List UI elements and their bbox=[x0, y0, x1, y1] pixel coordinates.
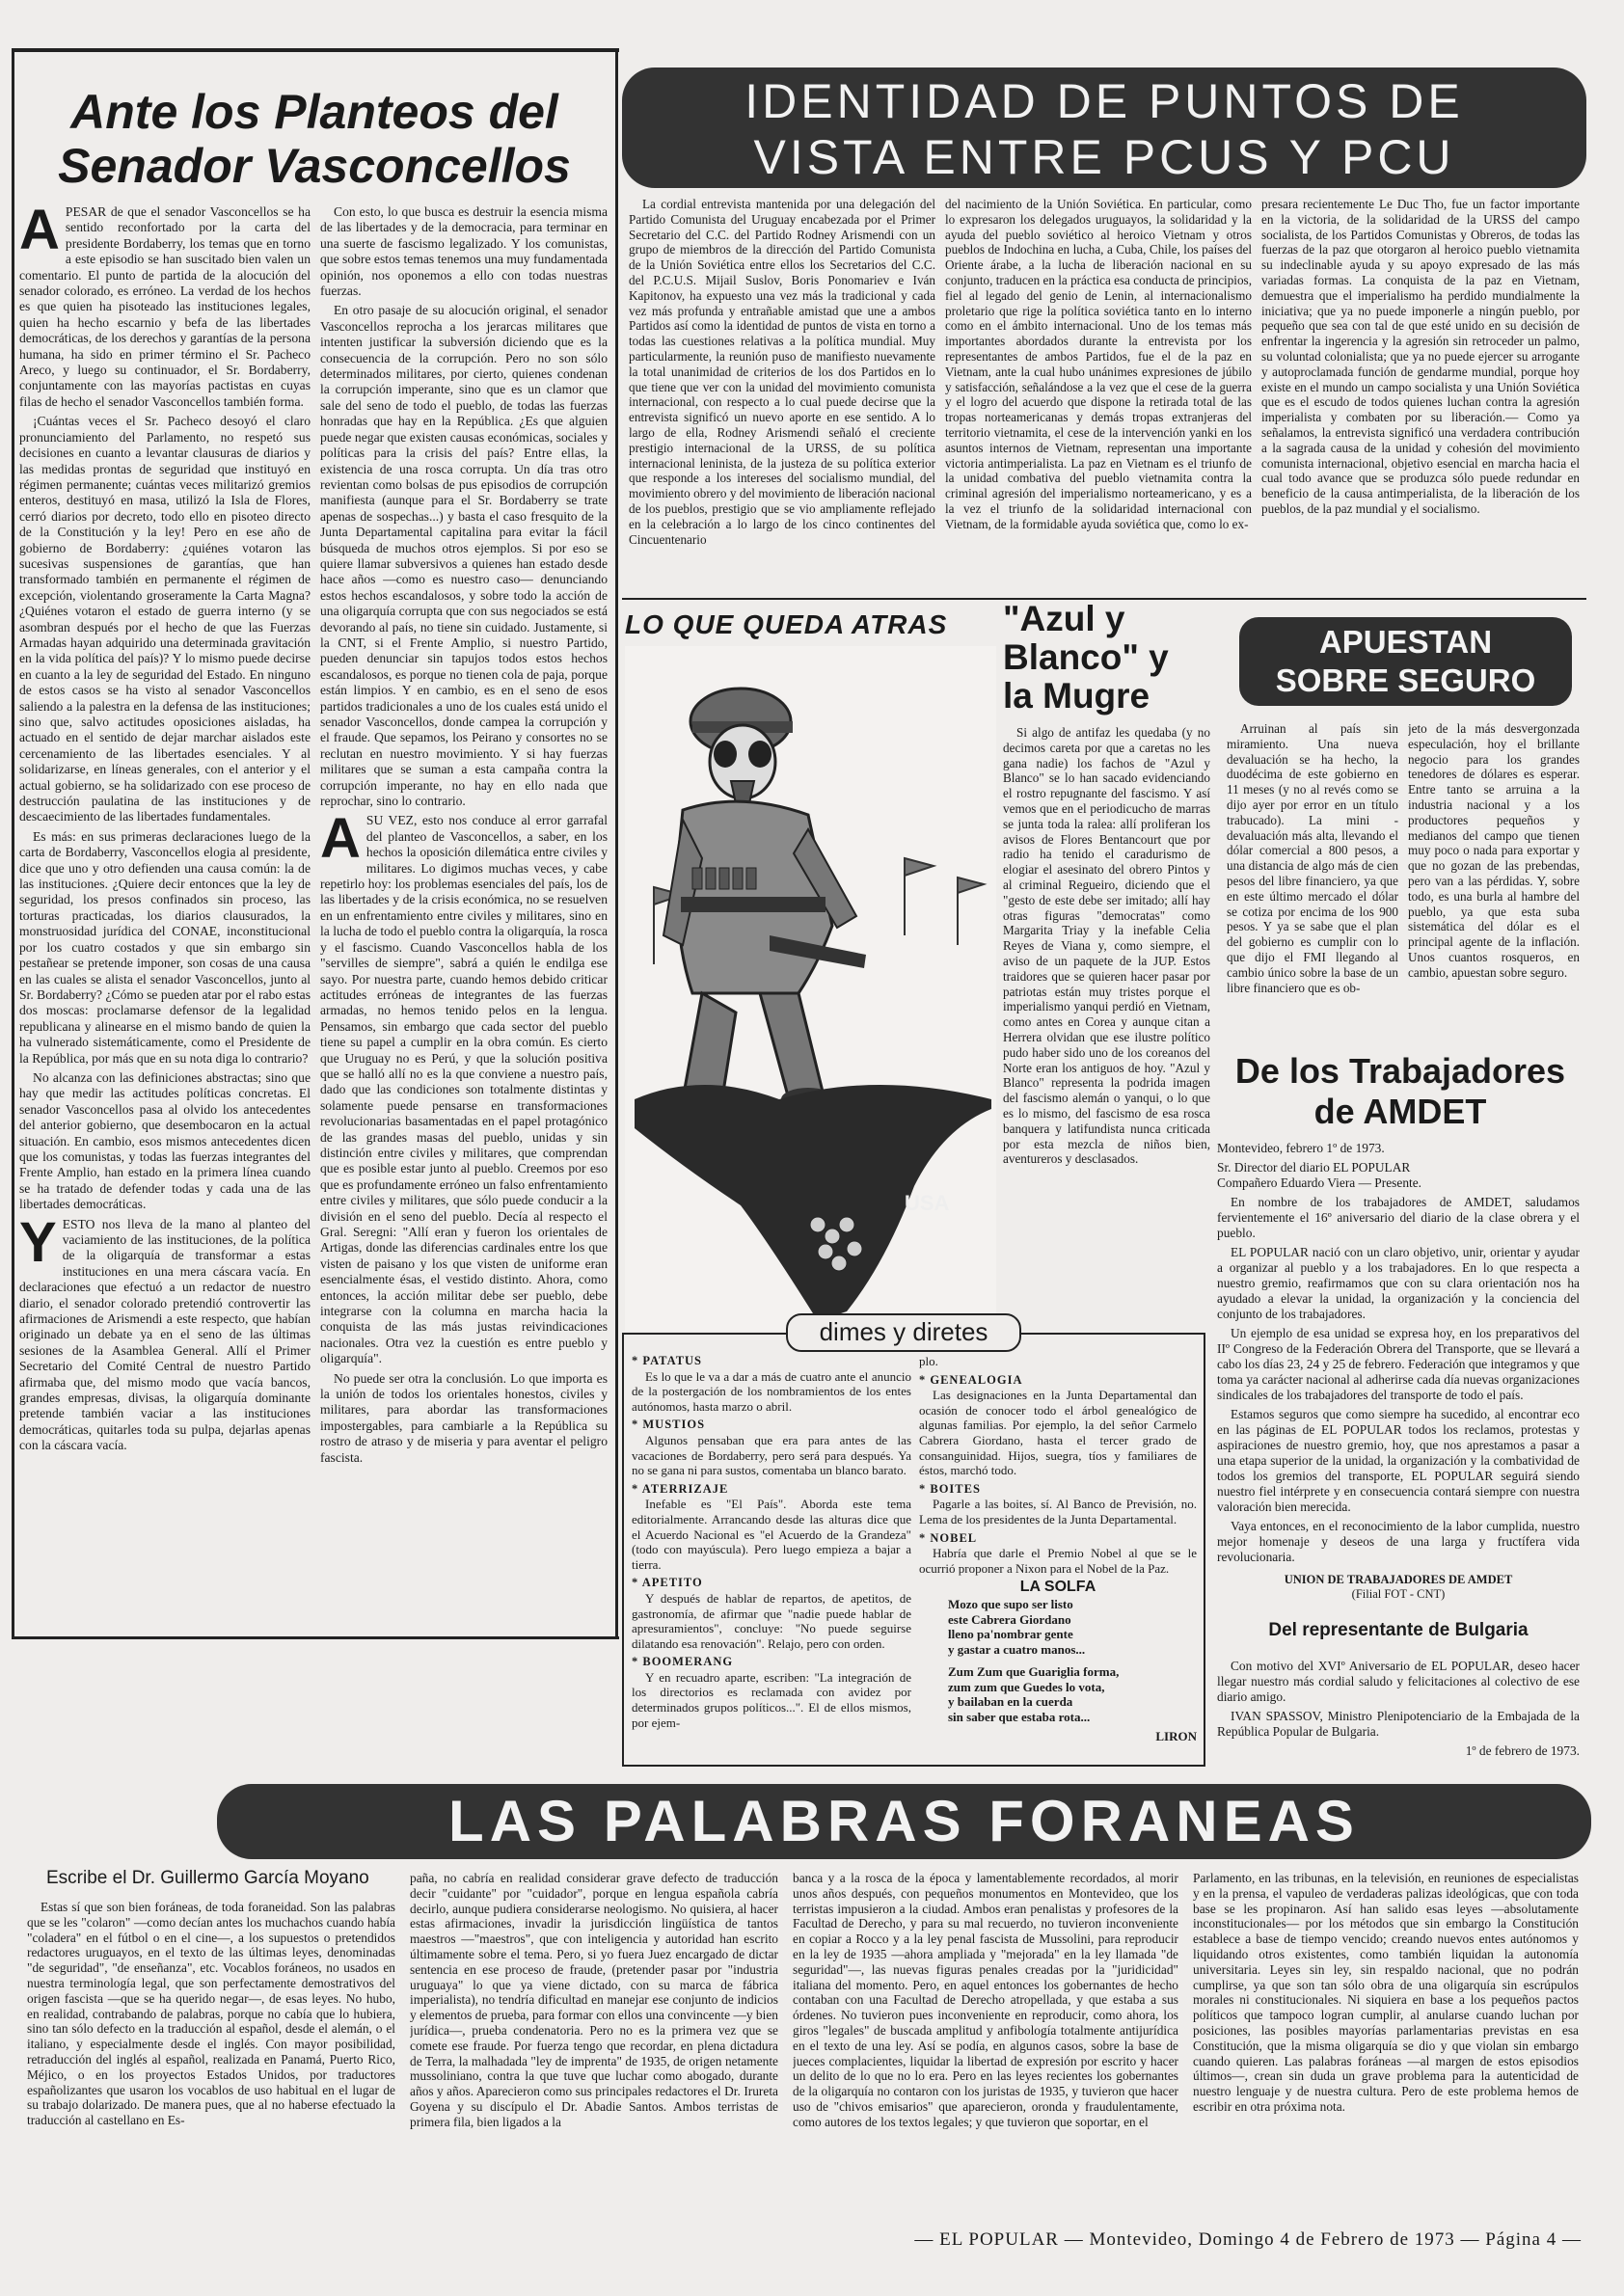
dimes-item: * NOBEL Habría que darle el Premio Nobel al que se le ocurrió proponer a Nixon para el Nobel de la Paz. bbox=[919, 1530, 1197, 1576]
pcus-paragraph: La cordial entrevista mantenida por una delegación del Partido Comunista del Uruguay encabezada por el Primer Secretario del C.C. del Partido Rodney Arismendi con un grupo de miembros de la dirección del Partido Comunista de la Unión Soviética entre ellos los Secretarios del C.C. del P.C.U.S. Mijail Suslov, Boris Ponomariev e Iván Kapitonov, ha expuesto una vez más la tradicional y cada vez más profunda y entrañable amistad que une a ambos Partidos así como la identidad de puntos de vista en torno a todas las cuestiones relativas a la política mundial. Muy particularmente, la reunión puso de manifiesto nuevamente la total unanimidad de criterios de los dos Partidos en lo que tiene que ver con la unidad del movimiento comunista internacional, con respecto a lo cual puede decirse que la entrevista significó un nuevo aporte en ese sentido. A lo largo de ella, Rodney Arismendi señaló el creciente prestigio internacional de la URSS, de su política internacional leninista, de la justeza de su política exterior que responde a los intereses del socialismo mundial, del movimiento obrero y del movimiento de liberación nacional de los pueblos, prestigio que se vio ampliamente reflejado en la celebración a lo largo de los cinco continentes del Cincuentenario bbox=[629, 197, 935, 547]
palabras-paragraph: banca y a la rosca de la época y lamentablemente recordados, al morir unos años después, con pequeños monumentos en Montevideo, que los terristas impusieron a la ciudad. Ambos eran penalistas y profesores de la Facultad de Derecho, y para su mal recuerdo, no tuvieron inconveniente en copiar a Rocco y a la ley penal fascista de Mussolini, para reproducir en la ley de 1935 —ahora ampliada y "mejorada" en la ley llamada "de seguridad"—, las nuevas figuras penales creadas por la "juridicidad" italiana del momento. Pero, en aquel entonces los gobernantes de hecho contaban con una Facultad de Derecho atropellada, y que estaba a sus órdenes. No tuvieron pues inconveniente en reproducir, como ahora, los giros "legales" de buscada amplitud y anfibología totalmente antijurídica en el texto de una ley. Así se podía, en algunos casos, sobre la base de jueces complacientes, liquidar la libertad de expresión por escrito y hacer un delito de lo que no lo era. Pero en las leyes recientes los gobernantes de la oligarquía no contaron con los juristas de 1935, y tuvieron que hacer uso de "chivos emisarios" que aparecieron, oronda y fraudulentamente, como autores de los textos legales; y que tuvieron que soportar, en el bbox=[793, 1871, 1178, 2129]
azul-title-line1: "Azul y bbox=[1003, 599, 1125, 638]
amdet-signature-sub: (Filial FOT - CNT) bbox=[1351, 1587, 1446, 1601]
apuestan-paragraph: jeto de la más desvergonzada especulación, hoy el brillante negocio para los grandes tenedores de dólares es esperar. Entre tanto se arruina a la industria nacional y a los productores pequeños y medianos del campo que tienen muy poco o nada para exportar y que no gozan de las prebendas, pero van a las pérdidas. Y, sobre todo, es una burla al hambre del pueblo, ya que esta suba sistemática del dólar es el principal agente de la inflación. Unos cuantos rosqueros, en cambio, apuestan sobre seguro. bbox=[1408, 721, 1580, 980]
amdet-letter bbox=[1217, 1141, 1580, 1570]
pcus-headline-line1: IDENTIDAD DE PUNTOS DE bbox=[744, 74, 1464, 128]
left-bottom-rule bbox=[12, 1636, 619, 1639]
dimes-item: * MUSTIOS Algunos pensaban que era para antes de las vacaciones de Bordaberry, pero será para después. Ya no se gana ni para sustos, comentaba un blanco barato. bbox=[632, 1418, 911, 1478]
apuestan-col2 bbox=[1408, 721, 1580, 1049]
azul-title-line2: Blanco" y bbox=[1003, 637, 1169, 677]
left-paragraph: ¡Cuántas veces el Sr. Pacheco desoyó el claro pronunciamiento del Parlamento, no respetó sus decisiones en cuanto a levantar clausuras de diarios y las medidas prontas de seguridad que instituyó en régimen permanente; cuántas veces militarizó gremios enteros, destituyó en masa, utilizó la Isla de Flores, cerró diarios por decreto, todo ello en pisoteo directo de la Constitución y la ley! Pero en ese año de gobierno de Bordaberry: ¿quiénes votaron las sucesivas suspensiones de garantías, que han transformado también en permanente el régimen de excepción, violentando groseramente la Carta Magna? ¿Quiénes votaron el estado de guerra interno (y se asombran después por el hecho de que las Fuerzas Armadas hayan adquirido una determinada gravitación en la vida política del país)? Y lo mismo puede decirse en cuanto a la ley de seguridad del Estado. En ninguno de estos casos se ha visto al senador Vasconcellos saliendo a la palestra en la defensa de las instituciones; sino que, salvo actitudes oposiciones aisladas, ha actuado en el sentido de dejar marchar aislados este cercenamiento de las libertades esenciales. Y al solidarizarse, en líneas generales, con el anterior y el actual gobierno, se ha solidarizado con ese proceso de destrucción paulatina de las instituciones y de descaecimiento de las libertades fundamentales. bbox=[19, 414, 311, 824]
azul-title-line3: la Mugre bbox=[1003, 676, 1150, 716]
amdet-title bbox=[1217, 1051, 1583, 1132]
cartoon-image bbox=[625, 646, 996, 1331]
amdet-paragraph: EL POPULAR nació con un claro objetivo, unir, orientar y ayudar a organizar al pueblo y a los trabajadores. En lo que respecta a nuestro gremio, reafirmamos que con su clara orientación nos ha ayudado a elevar la unidad, la organización y la conciencia del conjunto de los trabajadores. bbox=[1217, 1245, 1580, 1321]
left-paragraph: No puede ser otra la conclusión. Lo que importa es la unión de todos los orientales honestos, civiles y militares, para abordar las transformaciones impostergables, para cambiarle a la República su rostro de atraso y de miseria y para aventar el peligro fascista. bbox=[320, 1370, 608, 1465]
dimes-item: * APETITO Y después de hablar de repartos, de apetitos, de gastronomía, de afirmar que "nadie puede hablar de apresuramientos", concluye: "No puede seguirse dilatando esa renovación". Relajo, pero con orden. bbox=[632, 1576, 911, 1651]
left-article-col2 bbox=[320, 204, 608, 1632]
palabras-col3 bbox=[793, 1871, 1178, 2218]
azul-paragraph: Si algo de antifaz les quedaba (y no decimos careta por que a caretas no les gana nadie) los fachos de "Azul y Blanco" se lo han sacado evidenciando el rostro repugnante del fascismo. Y así vemos que en el periodicucho de marras se junta toda la ralea: allí proliferan los avisos de Flores Bentancourt que por radio ha tenido el caradurismo de elogiar el asesinato del obrero Pintos y al criminal Regueiro, diciendo que el "gesto de este debe ser imitado; allí hay otras figuras "democratas" como Margarita Triay y la inefable Celia Reyes de Viana y, como siempre, el aviso de un paquete de la JUP. Estos traidores que se quieren hacer pasar por patriotas están muy tristes porque el imperialismo yanqui perdió en Vietnam, como antes en Corea y aunque citan a Herrera olvidan que ese ilustre político pudo haber sido uno de los coreanos del Norte eran los antiguos de hoy. "Azul y Blanco" representa la podrida imagen del fascismo alemán o yanqui, o lo que es lo mismo, del fascismo de esa rosca banquera y latifundista nunca criticada por esta mezcla de niños bien, aventureros y desclasados. bbox=[1003, 725, 1210, 1167]
amdet-paragraph: Un ejemplo de esa unidad se expresa hoy, en los preparativos del IIº Congreso de la Federación Obrera del Transporte, que se llevará a cabo los días 23, 24 y 25 de febrero. Federación que integramos y que toma ya carácter nacional al adherirse cada día nuevas organizaciones sindicales de los trabajadores del transporte de todo el país. bbox=[1217, 1326, 1580, 1402]
dimes-item: * GENEALOGIA Las designaciones en la Junta Departamental dan ocasión de conocer todo el árbol genealógico de algunas familias. Por ejemplo, la del señor Carmelo Cabrera Giordano, hasta el tercer grado de consanguinidad. Hijos, suegra, tíos y familiares de éstos, marchó todo. bbox=[919, 1372, 1197, 1478]
apuestan-paragraph: Arruinan al país sin miramiento. Una nueva devaluación se ha hecho, la duodécima de este gobierno en 11 meses (y no al revés como se dijo ayer por error en un título trabucado). La mini - devaluación más alta, llevando el dólar comercial a 800 pesos, a una distancia de algo más de cien pesos del libre financiero, ya que en este último mercado el dólar se cotiza por encima de los 900 pesos. Y ya se sabe que el plan del gobierno es cumplir con lo que dijo el FMI llegando al cambio único sobre la base de un libre financiero que es ob- bbox=[1227, 721, 1398, 995]
left-paragraph: No alcanza con las definiciones abstractas; sino que hay que medir las actitudes políticas concretas. El senador Vasconcellos pasa al olvido los antecedentes del anterior gobierno, que desembocaron en la actual situación. En cambio, esos mismos antecedentes dicen que los comunistas, y todas las fuerzas integrantes del Frente Amplio, han estado en la primera línea cuando se ha tratado de defender todas y cada una de las libertades democráticas. bbox=[19, 1069, 311, 1212]
amdet-signature bbox=[1217, 1573, 1580, 1602]
dimes-col2 bbox=[919, 1354, 1197, 1759]
cartoon-caption: LO QUE QUEDA ATRAS bbox=[625, 609, 948, 639]
dimes-item: plo. bbox=[919, 1354, 938, 1368]
solfa-title: LA SOLFA bbox=[1019, 1579, 1096, 1596]
bulgaria-paragraph: Con motivo del XVIº Aniversario de EL POPULAR, deseo hacer llegar nuestro más cordial saludo y felicitaciones al colectivo de ese diario amigo. bbox=[1217, 1659, 1580, 1704]
palabras-paragraph: Estas sí que son bien foráneas, de toda foraneidad. Son las palabras que se les "colaron" —como decían antes los muchachos cuando había "coladera" en el fútbol o en el cine—, a los supuestos o pretendidos redactores uruguayos, en el texto de las últimas leyes, denominadas "de seguridad", "de enseñanza", etc. Vocablos foráneos, no usados en nuestra terminología legal, que son perfectamente demostrativos del origen fascista —que se ha querido negar—, de esas leyes. No hubo, en realidad, contrabando de palabras, porque no cabía que lo hubiera, sino tan sólo defecto en la traducción al español, desde el alemán, o el italiano, y especialmente desde el inglés. Con mayor posibilidad, retraducción del inglés al español, realizada en Panamá, Puerto Rico, Méjico, o en los proyectos Estados Unidos, por traductores españolizantes que usaron los vocablos de uso habitual en el lugar de su trabajo dolarizado. De manera pues, que al no haberse efectuado la traducción al castellano en Es- bbox=[27, 1900, 395, 2128]
apuestan-title-line2: SOBRE SEGURO bbox=[1275, 662, 1536, 698]
left-paragraph: ASU VEZ, esto nos conduce al error garrafal del planteo de Vasconcellos, a saber, en los hechos la oposición dilemática entre civiles y militares. Lo digimos muchas veces, y cabe repetirlo hoy: los problemas esenciales del país, los de las libertades y de la crisis económica, no se resuelven en un enfrentamiento entre civiles y militares, sino en la lucha de todo el pueblo contra la oligarquía, la rosca y el fascismo. Cuando Vasconcellos habla de los "servilles de siempre", sabrá a quién le endilga ese sayo. Por nuestra parte, cuando hemos debido criticar actitudes erróneas de integrantes de las fuerzas armadas, no hemos tenido pelos en la lengua. Pensamos, sin embargo que cada sector del pueblo tiene su papel a cumplir en la obra común. Es cierto que Uruguay no es Perú, y que la solución positiva que se halló allí no es la que conviene a nuestro país, dado que las condiciones son totalmente distintas y solamente puede pensarse en transformaciones revolucionarias basamentadas en el papel protagónico de las grandes masas del pueblo, unidas y sin distinción entre civiles y militares, que comprendan que es posible estar junto al pueblo. Creemos por eso que es profundamente erróneo un falso enfrentamiento entre civiles y militares, que sólo puede conducir a la división en el seno del pueblo. Decía al respecto el Gral. Seregni: "Allí eran y fueron los orientales de Artigas, donde las diferencias cardinales entre los que visten de paisano y los que visten de uniforme eran esencialmente ésas, el vestido distinto. Ahora, como entonces, la acción militar debe ser pueblo, debe integrarse con la columna en marcha hacia la conquista de las más justas reivindicaciones nacionales. Otra vez la cuestión es entre pueblo y oligarquía". bbox=[320, 807, 608, 1366]
amdet-signature-name: UNION DE TRABAJADORES DE AMDET bbox=[1284, 1573, 1513, 1586]
pcus-col2 bbox=[945, 197, 1252, 594]
cartoon-letters: USA bbox=[905, 1191, 950, 1215]
dimes-item: * BOOMERANG Y en recuadro aparte, escriben: "La integración de los directorios es reclamada con avidez por determinados grupos políticos...". El de ellos mismos, por ejem- bbox=[632, 1655, 911, 1730]
apuestan-title-line1: APUESTAN bbox=[1318, 624, 1493, 660]
amdet-paragraph: En nombre de los trabajadores de AMDET, saludamos fervientemente el 16º aniversario del diario de la clase obrera y el pueblo. bbox=[1217, 1195, 1580, 1240]
dimes-item: * ATERRIZAJE Inefable es "El País". Aborda este tema editorialmente. Arrancando desde las alturas dice que el Acuerdo Nacional es "el Acuerdo de la Grandeza" (todo con mayúscula). Pero luego empieza a bajar a tierra. bbox=[632, 1481, 911, 1572]
left-article-col1 bbox=[19, 204, 311, 1632]
azul-title bbox=[1003, 600, 1210, 716]
left-title-line2: Senador Vasconcellos bbox=[58, 139, 571, 193]
pcus-col3 bbox=[1261, 197, 1580, 594]
amdet-dateline: Montevideo, febrero 1º de 1973. bbox=[1217, 1141, 1385, 1155]
palabras-col1 bbox=[27, 1900, 395, 2218]
left-paragraph: APESAR de que el senador Vasconcellos se ha sentido reconfortado por la carta del presidente Bordaberry, los temas que en torno a este episodio se han suscitado bien valen un comentario. El punto de partida de la alocución del senador colorado, es erróneo. La verdad de los hechos es que quien ha pisoteado las instituciones legales, quien ha hecho escarnio y befa de las libertades democráticas, de los derechos y garantías de la persona humana, ha sido en primer término el Sr. Pacheco Areco, y luego su continuador, el Sr. Bordaberry, conjuntamente con las mayorías pactistas en cuyas filas de hecho el senador Vasconcellos también forma. bbox=[19, 204, 311, 409]
left-title-line1: Ante los Planteos del bbox=[70, 85, 558, 139]
pcus-headline-banner bbox=[622, 68, 1586, 188]
page-footer: — EL POPULAR — Montevideo, Domingo 4 de Febrero de 1973 — Página 4 — bbox=[914, 2229, 1582, 2250]
dimes-col1 bbox=[632, 1354, 911, 1759]
left-border-rule bbox=[12, 48, 14, 1639]
left-paragraph: En otro pasaje de su alocución original, el senador Vasconcellos reprocha a los jerarcas militares que intenten justificar la subversión diciendo que es la consecuencia de la corrupción. Pero no son sólo determinados militares, por cierto, quienes condenan la corrupción imperante, sino que es un clamor que sale del seno de todo el pueblo, de todas las fuerzas honradas que hay en la República. ¿Es que alguien puede negar que existen causas económicas, sociales y políticas para la crisis del país? Entre ellas, la existencia de una rosca corrupta. Un día tras otro revientan como bolsas de pus episodios de corrupción manifiesta (aunque para el Sr. Bordaberry se trate apenas de sospechas...) y basta el caso fresquito de la Junta Departamental capitalina para evitar la fácil búsqueda de muchos otros ejemplos. Si por eso se quiere llamar subversivos a quienes han estado desde hace años —como es nuestro caso— denunciando estos hechos escandalosos, y sobre todo la acción de una oligarquía corrupta que con sus negociados se está devorando al país, no tiene sin cuidado. Justamente, si la CNT, si el Frente Amplio, si nuestro Partido, pueden denunciar sin tapujos todos estos hechos escandalosos, es porque no tienen cola de paja, porque están limpios. Y en cambio, es en el seno de esos partidos tradicionales a uno de los cuales está unido el senador Vasconcellos, donde campea la corrupción y el fraude. Que sepamos, los Peirano y consortes no se reclutan en nuestro movimiento. Y si hay fuerzas militares que se suman a esta campaña contra la corrupción imperante, no hay en ello nada que reprochar, sino lo contrario. bbox=[320, 303, 608, 809]
apuestan-header bbox=[1239, 617, 1572, 706]
palabras-col2 bbox=[410, 1871, 778, 2218]
bulgaria-date: 1º de febrero de 1973. bbox=[1465, 1743, 1580, 1758]
left-paragraph: Con esto, lo que busca es destruir la esencia misma de las libertades y de la democracia, para terminar en una suerte de fascismo legalizado. Y los comunistas, que sobre estos temas tenemos una muy fundamentada opinión, nos oponemos a ello con todas nuestras fuerzas. bbox=[320, 204, 608, 299]
amdet-title-line1: De los Trabajadores bbox=[1234, 1051, 1566, 1091]
palabras-col4 bbox=[1193, 1871, 1579, 2218]
azul-text bbox=[1003, 725, 1210, 1275]
palabras-byline: Escribe el Dr. Guillermo García Moyano bbox=[46, 1868, 369, 1888]
dimes-item: * PATATUS Es lo que le va a dar a más de cuatro ante el anuncio de la postergación de los nombramientos de los entes autónomos, hasta marzo o abril. bbox=[632, 1354, 911, 1414]
amdet-paragraph: Vaya entonces, en el reconocimiento de la labor cumplida, nuestro mejor homenaje y deseos de una larga y fructífera vida revolucionaria. bbox=[1217, 1519, 1580, 1564]
bulgaria-signature: IVAN SPASSOV, Ministro Plenipotenciario de la Embajada de la República Popular de Bulgaria. bbox=[1217, 1709, 1580, 1739]
left-article-title bbox=[19, 85, 609, 193]
solfa-verse: Mozo que supo ser listo este Cabrera Giordano lleno pa'nombrar gente y gastar a cuatro manos... Zum Zum que Guariglia forma, zum zum que Guedes lo vota, y bailaban en la cuerda sin saber que estaba rota... bbox=[948, 1596, 1120, 1725]
pcus-headline-line2: VISTA ENTRE PCUS Y PCU bbox=[753, 130, 1455, 184]
left-top-rule bbox=[12, 48, 619, 52]
left-paragraph: Es más: en sus primeras declaraciones luego de la carta de Bordaberry, Vasconcellos elogia al presidente, dice que uno y otro defienden una causa común: la de las instituciones. ¿Quiere decir entonces que la ley de seguridad, los presos confinados sin proceso, las torturas practicadas, los diarios clausurados, la monstruosidad jurídica del CONAE, inconstitucional por los cuatro costados y que sin embargo sin pestañear se pretende imponer, son cosas de una causa en las cuales se alista el senador Vasconcellos, junto al Sr. Bordaberry? ¿Cómo se pueden atar por el rabo estas dos moscas: proclamarse defensor de la legalidad republicana y alinearse en el mismo bando de quien la ha vulnerado sistemáticamente, como el Presidente de la República, por más que en su nota diga lo contrario? bbox=[19, 828, 311, 1066]
left-paragraph: YESTO nos lleva de la mano al planteo del vaciamiento de las instituciones, de la política de la oligarquía de transformar a estas instituciones en una mera cáscara vacía. En declaraciones que efectuó a un redactor de nuestro diario, el senador colorado pretendió controvertir las afirmaciones de Arismendi a este respecto, que habían originado un debate ya en el seno de las últimas sesiones de la Asamblea General. Allí el Primer Secretario del Comité Central de nuestro Partido afirmaba que, del mismo modo que vacía bancos, grandes empresas, divisas, la oligarquía dominante pretende también vaciar a las instituciones democráticas, quitarles toda su pulpa, dejarlas apenas con la cáscara vacía. bbox=[19, 1210, 311, 1453]
amdet-title-line2: de AMDET bbox=[1313, 1092, 1487, 1131]
amdet-salutation: Compañero Eduardo Viera — Presente. bbox=[1217, 1175, 1422, 1190]
palabras-headline: LAS PALABRAS FORANEAS bbox=[217, 1784, 1591, 1859]
amdet-paragraph: Estamos seguros que como siempre ha sucedido, al encontrar eco en las páginas de EL POPULAR todos los reclamos, protestas y aspiraciones de nuestro gremio, hoy, que nos aprestamos a pasar a una etapa superior de la unidad, la organización y la combatividad de todos los gremios del transporte, EL POPULAR seguirá siendo nuestro fiel intérprete y en consecuencia contará siempre con nuestra valoración bien merecida. bbox=[1217, 1407, 1580, 1514]
pcus-paragraph: presara recientemente Le Duc Tho, fue un factor importante en la victoria, de la solidaridad de la URSS del campo socialista, de los Partidos Comunistas y Obreros, de todas las fuerzas de la paz que otorgaron al heroico pueblo vietnamita su indeclinable ayuda y su apoyo expresado de las más variadas formas. La conquista de la paz en Vietnam, demuestra que el imperialismo ha perdido mundialmente la iniciativa; que ya no puede imponerle a ningún pueblo, por pequeño que sea con tal de que esté unido en su decisión de enfrentar la ingerencia y la agresión sin retroceder un palmo, su voluntad colonialista; que ya no puede ejercer su arrogante y autoproclamada función de gendarme mundial, porque hoy existe en el mundo un campo socialista y una Unión Soviética que es el escudo de todos quienes luchan contra la agresión imperialista y combaten por su liberación.— Como ya señalamos, la entrevista significó una verdadera contribución a la sagrada causa de la unidad y cohesión del movimiento comunista internacional, objetivo esencial en marcha hacia el cual todo avance que se produzca sólo puede redundar en beneficio de la causa antimperialista, de la liberación de los pueblos, de la paz mundial y el socialismo. bbox=[1261, 197, 1580, 516]
palabras-paragraph: Parlamento, en las tribunas, en la televisión, en reuniones de especialistas y en la prensa, el vapuleo de verdaderas palizas ideológicas, que con toda base se les propinaron. Así han salido esas leyes —absolutamente inconstitucionales— por los métodos que sin embargo la Constitución establece a base de tiempo vencido; creando nuevos entes autónomos y liquidando otros existentes, como también liquidan la autonomía universitaria. Leyes sin ley, sin respaldo nacional, que no podrán cumplirse, ya que son tan sólo obra de una oligarquía sin escrúpulos morales ni constitucionales. Ni siquiera en base a los pequeños pactos políticos que tampoco logran cumplir, al anularse cuando luchan por posiciones, las posibles mayorías parlamentarias previstas en esa Constitución, que la misma oligarquía se dio y que violan sin embargo cuando quieren. Las palabras foráneas —al margen de estos episodios últimos—, crean sin duda un grave problema para la autenticidad de nuestro lenguaje y de nuestra cultura. Pero de este problema hemos de escribir en otra próxima nota. bbox=[1193, 1871, 1579, 2114]
apuestan-col1 bbox=[1227, 721, 1398, 1049]
dimes-title: dimes y diretes bbox=[786, 1313, 1021, 1352]
palabras-paragraph: paña, no cabría en realidad considerar grave defecto de traducción decir "cuidante" por "cuidador", porque en lengua española cabría decirlo, aunque pudiera considerarse neologismo. No quisiera, al hacer estas afirmaciones, invadir la jurisdicción lingüística de tantos maestros —"maestros", que con inteligencia y autoridad han escrito últimamente sobre el tema. Pero, si yo fuera Juez encargado de dictar sentencia en ese proceso de fraude, (pretender pasar por "industria uruguaya" lo que ya viene dictado, con su marca de fábrica imperialista), no tendría dificultad en manejar ese conjunto de indicios y elementos de prueba, para formar con ellos una convincente —y bien jurídica—, prueba condenatoria. Pero no es la primera vez que se comete ese fraude. Por fuerza tengo que recordar, en plena dictadura de Terra, la malhadada "ley de imprenta" de 1935, de origen netamente mussoliniano, contra la que tuve que luchar como abogado, durante años y años. Aparecieron como sus principales redactores el Dr. Irureta Goyena y su discípulo el Dr. Abadie Santos. Ambos terristas de primera fila, bien ligados a la bbox=[410, 1871, 778, 2129]
pcus-paragraph: del nacimiento de la Unión Soviética. En particular, como lo expresaron los delegados uruguayos, la solidaridad y la ayuda del pueblo soviético al heroico Vietnam y otros pueblos de Indochina en lucha, a Cuba, Chile, los países del Oriente árabe, a la lucha de liberación nacional en su conjunto, traducen en la práctica esa conducta de principios, fiel al legado del genio de Lenin, al internacionalismo proletario que rige la política soviética tanto en lo interno como en el ámbito internacional. Uno de los temas más importantes abordados durante la entrevista por los representantes de ambos Partidos, fue el de la paz en Vietnam, ante la cual hubo unánimes expresiones de júbilo y satisfacción, señalándose a la vez que el cese de la guerra y el logro del acuerdo que dispone la retirada total de las tropas norteamericanas y demás tropas extranjeras del territorio vietnamita, el cese de la intervención yanki en los asuntos internos de Vietnam, representan una importante victoria antimperialista. La paz en Vietnam es el triunfo de la unidad combativa del pueblo vietnamita contra la criminal agresión del imperialismo norteamericano, y es a la vez el triunfo de la solidaridad internacional con Vietnam, de la formidable ayuda soviética que, como lo ex- bbox=[945, 197, 1252, 531]
amdet-salutation: Sr. Director del diario EL POPULAR bbox=[1217, 1160, 1411, 1175]
dimes-item: * BOITES Pagarle a las boites, sí. Al Banco de Previsión, no. Lema de los presidentes de la Junta Departamental. bbox=[919, 1481, 1197, 1526]
bulgaria-title: Del representante de Bulgaria bbox=[1268, 1620, 1529, 1640]
bulgaria-text bbox=[1217, 1659, 1580, 1765]
dimes-author: LIRON bbox=[1155, 1728, 1197, 1743]
pcus-col1 bbox=[629, 197, 935, 594]
left-right-rule bbox=[615, 48, 618, 1639]
